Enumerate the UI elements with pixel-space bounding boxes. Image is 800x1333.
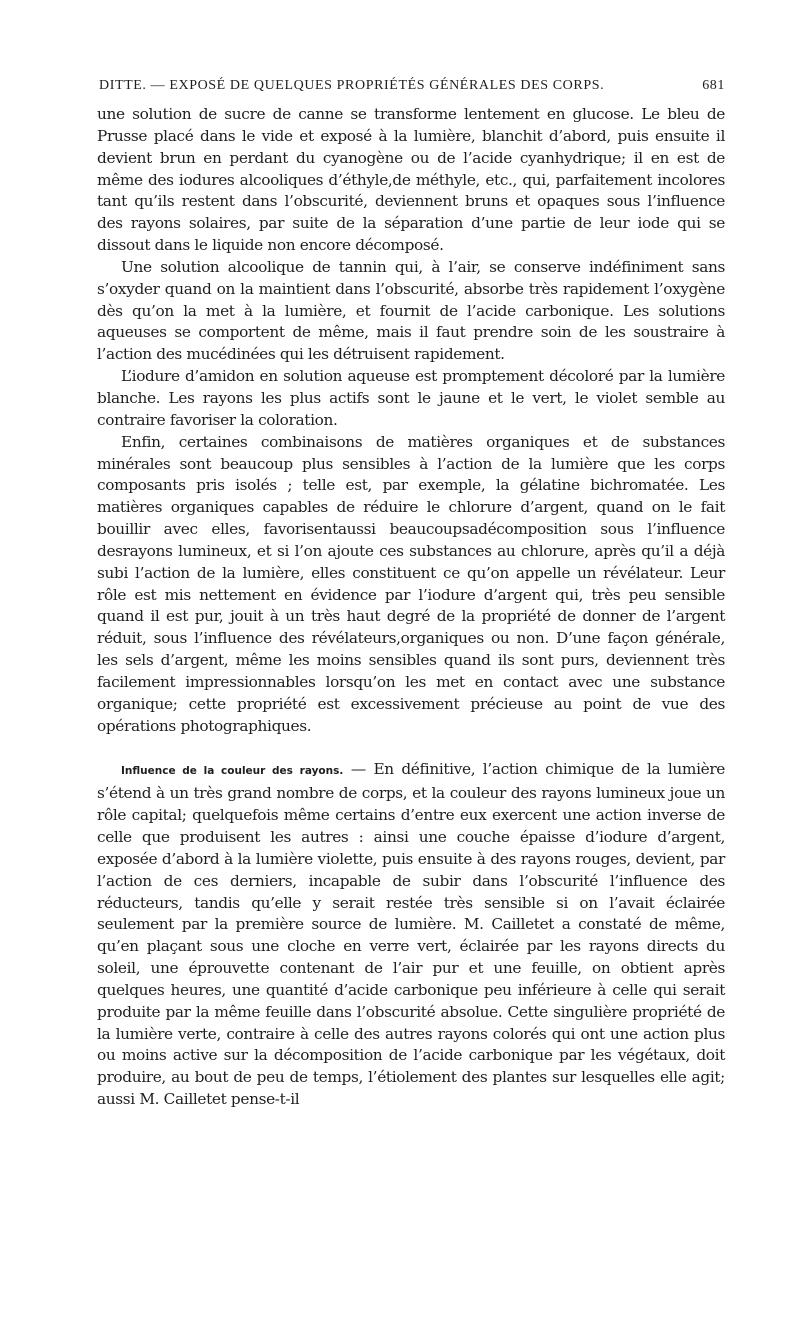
paragraph-iodure-amidon: L’iodure d’amidon en solution aqueuse est promptement décoloré par la lumière blanche. Les rayons les plus actifs sont le jaune et le vert, le violet semble au contraire favoriser la coloration. [97, 367, 725, 429]
page-number: 681 [702, 78, 725, 93]
paragraph-tannin: Une solution alcoolique de tannin qui, à l’air, se conserve indéfiniment sans s’oxyder quand on la maintient dans l’obscurité, absorbe très rapidement l’oxygène dès qu’on la met à la lumière, et fournit de l’acide carbonique. Les solutions aqueuses se comportent de même, mais il faut prendre soin de les soustraire à l’action des mucédinées qui les détruisent rapidement. [97, 257, 725, 364]
paragraph-combinaisons: Enfin, certaines combinaisons de matières organiques et de substances minérales sont beaucoup plus sensibles à l’action de la lumière que les corps composants pris isolés ; telle est, par exemple, la gélatine bichromatée. Les matières organiques capables de réduire le chlorure d’argent, quand on le fait bouillir avec elles, favorisentaussi beaucoupsadécomposition sous l’influence desrayons lumineux, et si l’on ajoute ces substances au chlorure, après qu’il a déjà subi l’action de la lumière, elles constituent ce qu’on appelle un révélateur. Leur rôle est mis nettement en évidence par l’iodure d’argent qui, très peu sensible quand il est pur, jouit à un très haut degré de la propriété de donner de l’argent réduit, sous l’influence des révélateurs,organiques ou non. D’une façon générale, les sels d’argent, même les moins sensibles quand ils sont purs, deviennent très facilement impressionnables lorsqu’on les met en contact avec une substance organique; cette propriété est excessivement précieuse au point de vue des opérations photographiques. [97, 432, 725, 735]
running-head-title: DITTE. — EXPOSÉ DE QUELQUES PROPRIÉTÉS GÉNÉRALES DES CORPS. [99, 78, 605, 93]
paragraph-continuation: une solution de sucre de canne se transforme lentement en glucose. Le bleu de Prusse placé dans le vide et exposé à la lumière, blanchit d’abord, puis ensuite il devient brun en perdant du cyanogène ou de l’acide cyanhydrique; il en est de même des iodures alcooliques d’éthyle,de méthyle, etc., qui, parfaitement incolores tant qu’ils restent dans l’obscurité, deviennent bruns et opaques sous l’influence des rayons solaires, par suite de la séparation d’une partie de leur iode qui se dissout dans le liquide non encore décomposé. [97, 105, 725, 255]
section-paragraph-influence [97, 759, 725, 1111]
running-header [97, 78, 725, 98]
section-text: En définitive, l’action chimique de la lumière s’étend à un très grand nombre de corps, et la couleur des rayons lumineux joue un rôle capital; quelquefois même certains d’entre eux exercent une action inverse de celle que produisent les autres : ainsi une couche épaisse d’iodure d’argent, exposée d’abord à la lumière violette, puis ensuite à des rayons rouges, devient, par l’action de ces derniers, incapable de subir dans l’obscurité l’influence des réducteurs, tandis qu’elle y serait restée très sensible si on l’avait éclairée seulement par la première source de lumière. M. Cailletet a constaté de même, qu’en plaçant sous une cloche en verre vert, éclairée par les rayons directs du soleil, une éprouvette contenant de l’air pur et une feuille, on obtient après quelques heures, une quantité d’acide carbonique peu inférieure à celle qui serait produite par la même feuille dans l’obscurité absolue. Cette singulière propriété de la lumière verte, contraire à celle des autres rayons colorés qui ont une action plus ou moins active sur la décomposition de l’acide carbonique par les végétaux, doit produire, au bout de peu de temps, l’étiolement des plantes sur lesquelles elle agit; aussi M. Cailletet pense-t-il [97, 760, 725, 1109]
section-separator: — [343, 760, 374, 779]
section-heading: Influence de la couleur des rayons. [121, 765, 344, 778]
body-text [97, 104, 725, 1111]
